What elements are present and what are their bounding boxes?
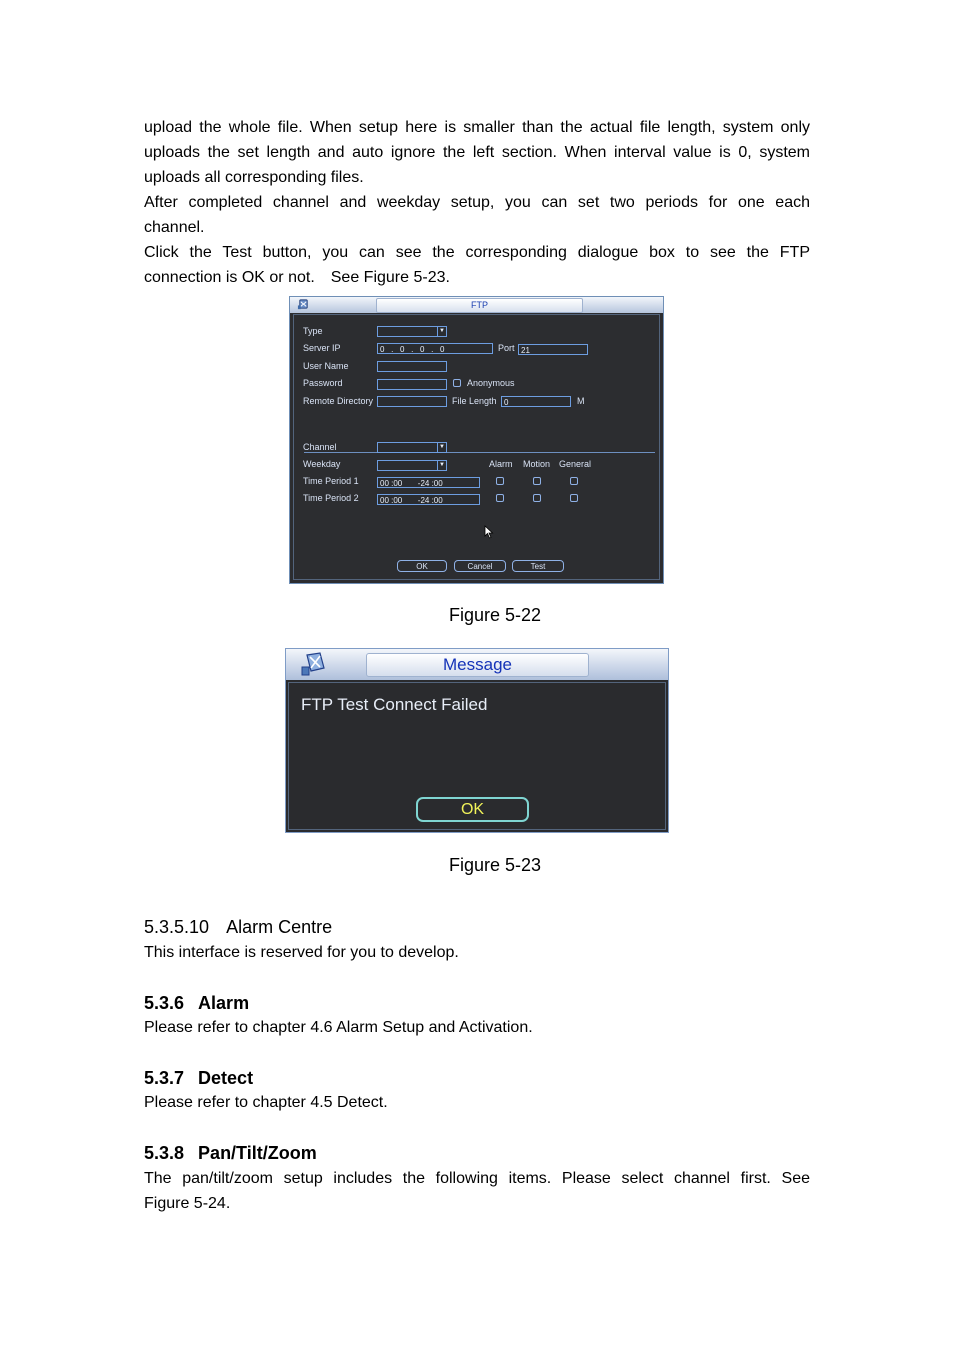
message-titlebar	[286, 649, 668, 680]
general-column-label: General	[559, 459, 592, 469]
detect-body: Please refer to chapter 4.5 Detect.	[144, 1094, 388, 1111]
detect-heading-text: Detect	[198, 1068, 254, 1088]
weekday-label: Weekday	[303, 459, 341, 469]
period-1-motion-checkbox[interactable]	[533, 477, 541, 485]
motion-column-label: Motion	[523, 459, 551, 469]
alarm-centre-heading-text: Alarm Centre	[226, 917, 333, 937]
figure-5-23-caption: Figure 5-23	[448, 855, 542, 875]
ptz-heading-text: Pan/Tilt/Zoom	[198, 1143, 317, 1163]
ptz-line-2: Figure 5-24.	[144, 1195, 231, 1212]
detect-heading-number: 5.3.7	[144, 1068, 185, 1088]
user-name-label: User Name	[303, 361, 349, 371]
port-field[interactable]: 21	[518, 344, 588, 355]
ptz-heading-number: 5.3.8	[144, 1143, 185, 1163]
message-ok-button[interactable]: OK	[416, 797, 529, 822]
period-1-alarm-checkbox[interactable]	[496, 477, 504, 485]
alarm-heading-text: Alarm	[198, 993, 250, 1013]
ftp-titlebar	[290, 297, 663, 313]
chevron-down-icon: ▼	[437, 443, 446, 452]
channel-label: Channel	[303, 442, 337, 452]
message-text: FTP Test Connect Failed	[301, 695, 488, 714]
after-line-2: channel.	[144, 219, 205, 236]
detect-heading	[144, 1068, 253, 1089]
after-line-1: After completed channel and weekday setup, you can set two periods for one each	[144, 194, 810, 211]
anonymous-checkbox[interactable]	[453, 379, 461, 387]
type-select[interactable]	[377, 326, 447, 337]
remote-directory-label: Remote Directory	[303, 396, 374, 406]
ptz-paragraph	[144, 1166, 810, 1216]
click-line-1: Click the Test button, you can see the corresponding dialogue box to see the FTP	[144, 244, 810, 261]
ptz-line-1: The pan/tilt/zoom setup includes the following items. Please select channel first. See	[144, 1170, 810, 1187]
alarm-heading-number: 5.3.6	[144, 993, 185, 1013]
time-period-1-field[interactable]: 00 :00 -24 :00	[377, 477, 480, 488]
ftp-title: FTP	[376, 298, 583, 313]
password-field[interactable]	[377, 379, 447, 390]
divider	[304, 452, 655, 453]
intro-paragraph	[144, 115, 810, 290]
alarm-centre-heading	[144, 917, 332, 938]
camera-icon	[300, 651, 328, 678]
ptz-heading	[144, 1143, 317, 1164]
password-label: Password	[303, 378, 343, 388]
remote-directory-field[interactable]	[377, 396, 447, 407]
channel-select[interactable]	[377, 442, 447, 453]
user-name-field[interactable]	[377, 361, 447, 372]
figure-5-22-caption: Figure 5-22	[448, 605, 542, 625]
chevron-down-icon: ▼	[437, 327, 446, 336]
message-dialog	[285, 648, 669, 833]
port-label: Port	[498, 343, 515, 353]
intro-line-2: uploads the set length and auto ignore the left section. When interval value is 0, system	[144, 144, 810, 161]
click-line-2: connection is OK or not. See Figure 5-23.	[144, 269, 450, 286]
file-length-label: File Length	[452, 396, 497, 406]
alarm-heading	[144, 993, 249, 1014]
period-1-general-checkbox[interactable]	[570, 477, 578, 485]
camera-icon	[297, 298, 310, 311]
type-label: Type	[303, 326, 323, 336]
ok-button[interactable]: OK	[397, 560, 447, 572]
server-ip-field[interactable]: 0 . 0 . 0 . 0	[377, 343, 493, 354]
mouse-cursor-icon	[484, 525, 494, 539]
time-period-1-label: Time Period 1	[303, 476, 359, 486]
alarm-column-label: Alarm	[489, 459, 513, 469]
ftp-body	[293, 314, 660, 580]
alarm-centre-body: This interface is reserved for you to develop.	[144, 944, 459, 961]
test-button[interactable]: Test	[512, 560, 564, 572]
alarm-centre-heading-number: 5.3.5.10	[144, 917, 210, 937]
message-title: Message	[366, 653, 589, 677]
ftp-dialog	[289, 296, 664, 584]
weekday-select[interactable]	[377, 460, 447, 471]
message-body	[288, 682, 666, 830]
file-length-unit: M	[577, 396, 585, 406]
period-2-alarm-checkbox[interactable]	[496, 494, 504, 502]
alarm-body: Please refer to chapter 4.6 Alarm Setup and Activation.	[144, 1019, 533, 1036]
period-2-general-checkbox[interactable]	[570, 494, 578, 502]
time-period-2-field[interactable]: 00 :00 -24 :00	[377, 494, 480, 505]
time-period-2-label: Time Period 2	[303, 493, 359, 503]
chevron-down-icon: ▼	[437, 461, 446, 470]
period-2-motion-checkbox[interactable]	[533, 494, 541, 502]
intro-line-3: uploads all corresponding files.	[144, 169, 364, 186]
intro-line-1: upload the whole file. When setup here is smaller than the actual file length, system only	[144, 119, 810, 136]
anonymous-label: Anonymous	[467, 378, 515, 388]
server-ip-label: Server IP	[303, 343, 341, 353]
file-length-field[interactable]: 0	[501, 396, 571, 407]
cancel-button[interactable]: Cancel	[454, 560, 506, 572]
